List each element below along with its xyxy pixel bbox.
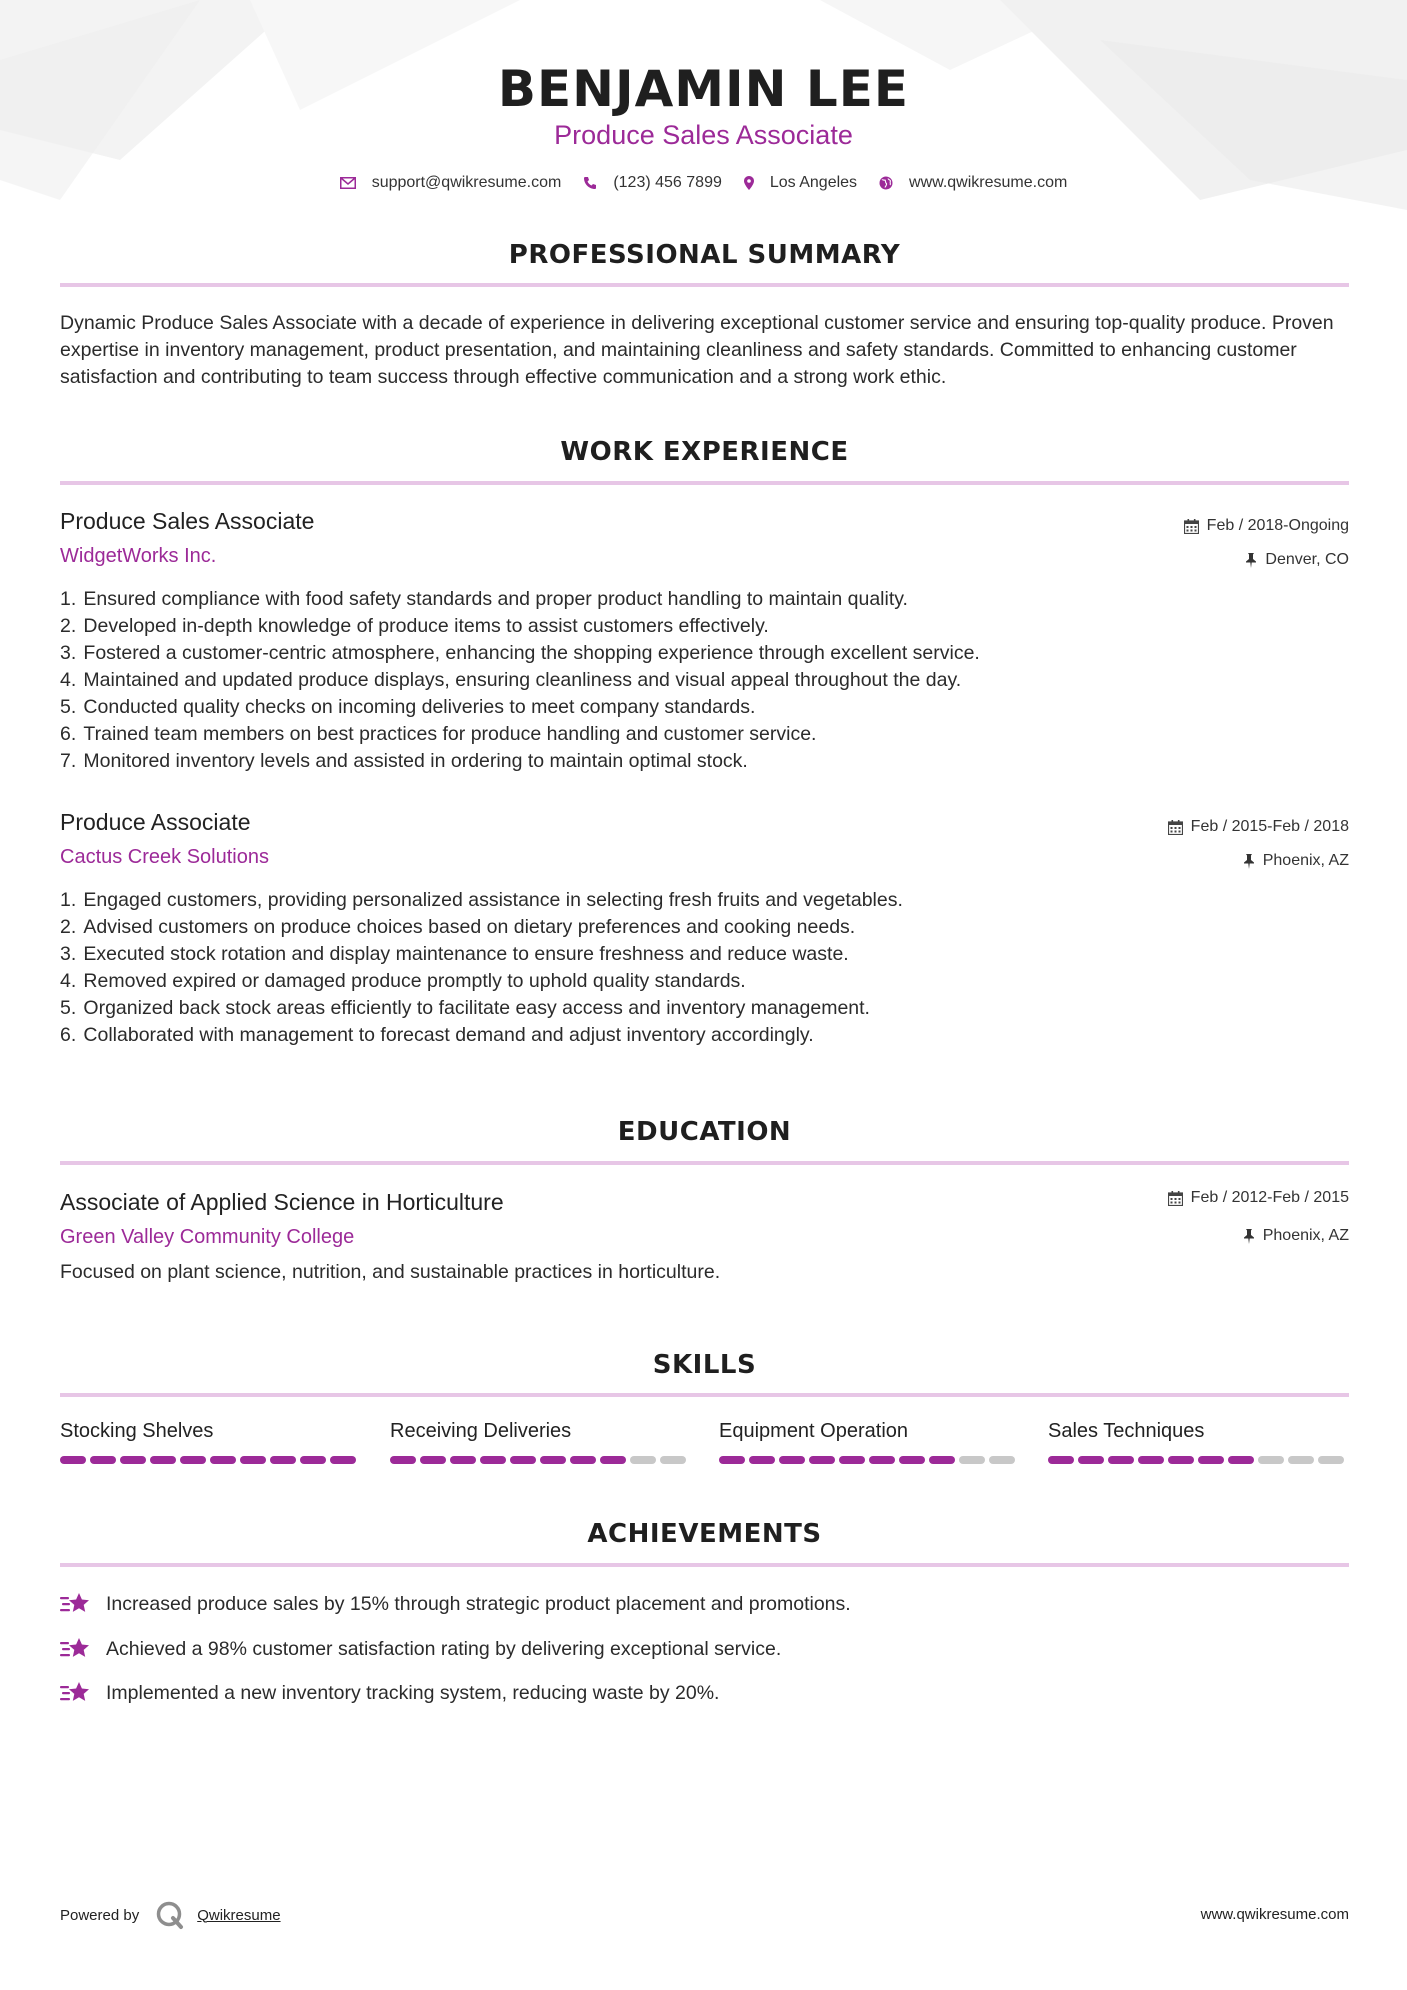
job-bullets <box>60 586 1260 775</box>
contact-email[interactable] <box>340 174 562 192</box>
list-item: 2. Advised customers on produce choices based on dietary preferences and cooking needs. <box>60 914 1260 941</box>
skill-name: Equipment Operation <box>719 1420 909 1442</box>
skill-segment-filled <box>420 1456 446 1464</box>
bullet-text: Trained team members on best practices for produce handling and customer service. <box>83 723 817 745</box>
shooting-star-icon <box>60 1636 92 1662</box>
list-item: 4. Maintained and updated produce displays, ensuring cleanliness and visual appeal throughout the day. <box>60 667 1260 694</box>
education-description: Focused on plant science, nutrition, and sustainable practices in horticulture. <box>60 1261 721 1283</box>
education-heading: EDUCATION <box>617 1117 792 1147</box>
skill-segment-filled <box>120 1456 146 1464</box>
bullet-text: Removed expired or damaged produce promptly to uphold quality standards. <box>83 970 746 992</box>
bullet-text: Collaborated with management to forecast demand and adjust inventory accordingly. <box>83 1024 814 1046</box>
skill-segment-filled <box>270 1456 296 1464</box>
skill-segment-empty <box>630 1456 656 1464</box>
pushpin-icon <box>1245 553 1257 568</box>
skill-item <box>60 1420 360 1464</box>
skill-segment-filled <box>510 1456 536 1464</box>
bullet-text: Monitored inventory levels and assisted in ordering to maintain optimal stock. <box>83 750 748 772</box>
skill-segment-filled <box>60 1456 86 1464</box>
list-item: 5. Conducted quality checks on incoming deliveries to meet company standards. <box>60 694 1260 721</box>
job-dates-text: Feb / 2015-Feb / 2018 <box>1190 818 1349 835</box>
summary-heading: PROFESSIONAL SUMMARY <box>508 240 901 270</box>
bullet-text: Conducted quality checks on incoming deliveries to meet company standards. <box>83 696 756 718</box>
skill-segment-filled <box>899 1456 925 1464</box>
education-dates-text: Feb / 2012-Feb / 2015 <box>1190 1189 1349 1206</box>
job-location <box>1245 551 1349 569</box>
envelope-icon <box>340 177 356 189</box>
skill-segment-filled <box>719 1456 745 1464</box>
contact-phone[interactable] <box>583 174 722 192</box>
experience-heading: WORK EXPERIENCE <box>560 437 849 467</box>
shooting-star-icon <box>60 1680 92 1706</box>
achievement-item <box>60 1636 781 1662</box>
contact-location-text: Los Angeles <box>769 174 858 191</box>
job-location <box>1243 852 1349 870</box>
skill-segment-filled <box>929 1456 955 1464</box>
skill-item <box>719 1420 1019 1464</box>
bullet-text: Maintained and updated produce displays, ensuring cleanliness and visual appeal throughout the day. <box>83 669 962 691</box>
skill-segment-filled <box>779 1456 805 1464</box>
education-location <box>1243 1227 1349 1245</box>
skill-segment-filled <box>450 1456 476 1464</box>
skill-meter <box>390 1456 690 1464</box>
summary-divider <box>60 283 1349 287</box>
skill-segment-filled <box>1048 1456 1074 1464</box>
skill-item <box>390 1420 690 1464</box>
skill-name: Stocking Shelves <box>60 1420 214 1442</box>
skill-segment-filled <box>240 1456 266 1464</box>
skill-segment-filled <box>1138 1456 1164 1464</box>
skill-segment-filled <box>1168 1456 1194 1464</box>
skill-segment-filled <box>809 1456 835 1464</box>
bullet-text: Advised customers on produce choices based on dietary preferences and cooking needs. <box>83 916 856 938</box>
job-company: WidgetWorks Inc. <box>60 545 217 567</box>
job-dates-text: Feb / 2018-Ongoing <box>1206 517 1349 534</box>
skill-name: Receiving Deliveries <box>390 1420 572 1442</box>
pushpin-icon <box>1243 1229 1255 1244</box>
education-divider <box>60 1161 1349 1165</box>
globe-icon <box>879 176 893 190</box>
skill-segment-empty <box>660 1456 686 1464</box>
skill-segment-filled <box>150 1456 176 1464</box>
skill-segment-filled <box>330 1456 356 1464</box>
skill-segment-empty <box>989 1456 1015 1464</box>
calendar-icon <box>1168 1191 1183 1206</box>
qwikresume-logo-icon <box>155 1900 185 1930</box>
job-dates <box>1184 517 1349 535</box>
list-item: 7. Monitored inventory levels and assisted in ordering to maintain optimal stock. <box>60 748 1260 775</box>
skill-segment-filled <box>1228 1456 1254 1464</box>
job-company: Cactus Creek Solutions <box>60 846 269 868</box>
calendar-icon <box>1184 519 1199 534</box>
skill-item <box>1048 1420 1348 1464</box>
contact-bar <box>0 174 1407 192</box>
skill-segment-filled <box>1078 1456 1104 1464</box>
contact-location <box>744 174 857 192</box>
summary-text: Dynamic Produce Sales Associate with a decade of experience in delivering exceptional customer service and ensuring top-quality produce. Proven expertise in inventory management, product presentation, and maintaining cleanliness and safety standards. Committed to enhancing customer satisfaction and contributing to team success through effective communication and a strong work ethic. <box>60 312 1334 388</box>
job-dates <box>1168 818 1349 836</box>
skill-meter <box>60 1456 360 1464</box>
achievements-heading: ACHIEVEMENTS <box>587 1519 822 1549</box>
skill-segment-filled <box>869 1456 895 1464</box>
job-location-text: Denver, CO <box>1265 551 1349 568</box>
contact-website[interactable] <box>879 174 1067 192</box>
skill-meter <box>1048 1456 1348 1464</box>
bullet-text: Engaged customers, providing personalized assistance in selecting fresh fruits and vegetables. <box>83 889 903 911</box>
calendar-icon <box>1168 820 1183 835</box>
achievement-item <box>60 1680 719 1706</box>
job-location-text: Phoenix, AZ <box>1262 852 1349 869</box>
skill-segment-filled <box>480 1456 506 1464</box>
bullet-text: Developed in-depth knowledge of produce items to assist customers effectively. <box>83 615 769 637</box>
shooting-star-icon <box>60 1591 92 1617</box>
skill-segment-filled <box>839 1456 865 1464</box>
skill-segment-filled <box>1198 1456 1224 1464</box>
skill-segment-filled <box>1108 1456 1134 1464</box>
skill-meter <box>719 1456 1019 1464</box>
job-title: Produce Sales Associate <box>60 508 315 534</box>
candidate-name: BENJAMIN LEE <box>497 60 910 118</box>
skill-segment-filled <box>180 1456 206 1464</box>
achievement-text: Increased produce sales by 15% through strategic product placement and promotions. <box>106 1592 851 1615</box>
pushpin-icon <box>1243 854 1255 869</box>
powered-by-label: Powered by <box>60 1906 140 1924</box>
education-school: Green Valley Community College <box>60 1226 355 1248</box>
skill-segment-filled <box>600 1456 626 1464</box>
contact-email-text: support@qwikresume.com <box>371 174 562 191</box>
map-pin-icon <box>744 176 754 190</box>
list-item: 3. Fostered a customer-centric atmosphere, enhancing the shopping experience through excellent service. <box>60 640 1260 667</box>
list-item: 3. Executed stock rotation and display maintenance to ensure freshness and reduce waste. <box>60 941 1260 968</box>
skill-segment-filled <box>90 1456 116 1464</box>
skill-segment-filled <box>749 1456 775 1464</box>
bullet-text: Executed stock rotation and display maintenance to ensure freshness and reduce waste. <box>83 943 849 965</box>
skills-divider <box>60 1393 1349 1397</box>
skill-segment-filled <box>570 1456 596 1464</box>
list-item: 5. Organized back stock areas efficiently to facilitate easy access and inventory management. <box>60 995 1260 1022</box>
education-dates <box>1168 1189 1349 1207</box>
education-degree: Associate of Applied Science in Horticulture <box>60 1189 504 1215</box>
list-item: 1. Engaged customers, providing personalized assistance in selecting fresh fruits and vegetables. <box>60 887 1260 914</box>
education-location-text: Phoenix, AZ <box>1262 1227 1349 1244</box>
skill-segment-filled <box>210 1456 236 1464</box>
job-bullets <box>60 887 1260 1049</box>
skill-segment-filled <box>390 1456 416 1464</box>
bullet-text: Organized back stock areas efficiently to facilitate easy access and inventory management. <box>83 997 870 1019</box>
list-item: 1. Ensured compliance with food safety standards and proper product handling to maintain quality. <box>60 586 1260 613</box>
achievement-text: Achieved a 98% customer satisfaction rating by delivering exceptional service. <box>106 1637 782 1660</box>
qwikresume-link[interactable]: Qwikresume <box>197 1906 281 1924</box>
job-title: Produce Associate <box>60 809 251 835</box>
contact-phone-text: (123) 456 7899 <box>613 174 722 191</box>
achievement-item <box>60 1591 851 1617</box>
footer-powered-by <box>60 1900 281 1930</box>
list-item: 2. Developed in-depth knowledge of produce items to assist customers effectively. <box>60 613 1260 640</box>
skill-segment-empty <box>1288 1456 1314 1464</box>
contact-website-text: www.qwikresume.com <box>909 174 1068 191</box>
skill-segment-filled <box>300 1456 326 1464</box>
skill-segment-empty <box>1258 1456 1284 1464</box>
experience-divider <box>60 481 1349 485</box>
skill-segment-empty <box>1318 1456 1344 1464</box>
bullet-text: Fostered a customer-centric atmosphere, enhancing the shopping experience through excellent service. <box>83 642 980 664</box>
achievements-divider <box>60 1563 1349 1567</box>
skill-name: Sales Techniques <box>1048 1420 1205 1442</box>
list-item: 4. Removed expired or damaged produce promptly to uphold quality standards. <box>60 968 1260 995</box>
phone-icon <box>583 176 597 190</box>
skills-heading: SKILLS <box>652 1350 757 1380</box>
skill-segment-filled <box>540 1456 566 1464</box>
skill-segment-empty <box>959 1456 985 1464</box>
list-item: 6. Collaborated with management to forecast demand and adjust inventory accordingly. <box>60 1022 1260 1049</box>
candidate-role: Produce Sales Associate <box>554 120 853 150</box>
list-item: 6. Trained team members on best practices for produce handling and customer service. <box>60 721 1260 748</box>
achievement-text: Implemented a new inventory tracking system, reducing waste by 20%. <box>106 1681 720 1704</box>
footer-website[interactable]: www.qwikresume.com <box>1200 1906 1349 1923</box>
bullet-text: Ensured compliance with food safety standards and proper product handling to maintain quality. <box>83 588 908 610</box>
